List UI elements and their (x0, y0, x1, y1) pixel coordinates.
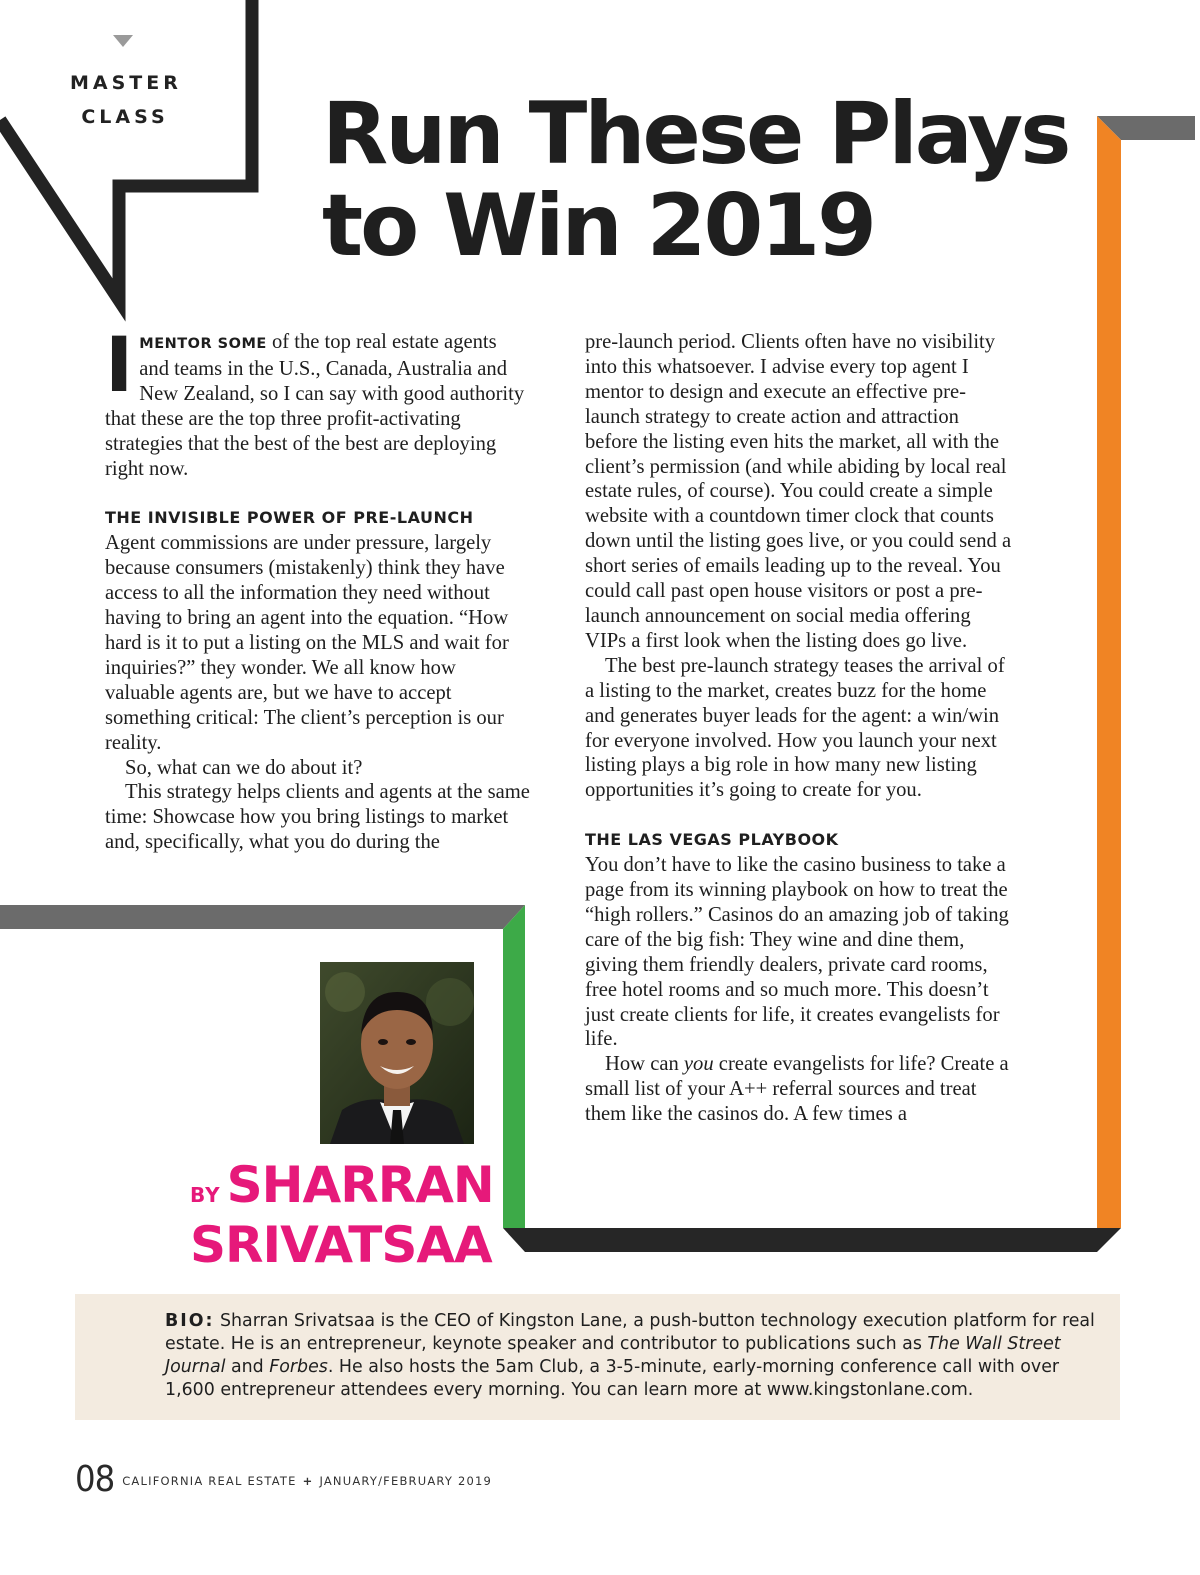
footer-separator: + (302, 1474, 314, 1488)
section-kicker (70, 66, 180, 134)
title-line-1: Run These Plays (322, 84, 1069, 184)
bio-text-run: and (225, 1357, 270, 1377)
bio-text-run: . He also hosts the 5am Club, a 3-5-minute, early-morning conference call with over 1,600 entrepreneur attendees every morning. You can learn more at www.kingstonlane.com. (165, 1357, 1060, 1400)
lead-in-caps: MENTOR SOME (139, 336, 267, 352)
right-orange-bar (1097, 116, 1121, 1228)
left-gray-bar (0, 905, 525, 929)
article-title (322, 84, 1082, 276)
paragraph: This strategy helps clients and agents at the same time: Showcase how you bring listings to market and, specifically, what you do during the (105, 781, 530, 854)
text-run: create evangelists for life? Create a small list of your A++ referral sources and treat them like the casinos do. A few times a (585, 1053, 1009, 1126)
page-number: 08 (75, 1459, 115, 1500)
bio-text-run: Sharran Srivatsaa is the CEO of Kingston Lane, a push-button technology execution platform for real estate. He is an entrepreneur, keynote speaker and contributor to publications such as (165, 1311, 1095, 1354)
bio-text (165, 1310, 1095, 1402)
section-heading-pre-launch: THE INVISIBLE POWER OF PRE-LAUNCH (105, 508, 474, 528)
author-first-name-line (190, 1156, 494, 1220)
paragraph: pre-launch period. Clients often have no visibility into this whatsoever. I advise every top agent I mentor to design and execute an effective pre-launch strategy to create action and attraction before the listing even hits the market, all with the client’s permission (and while abiding by local real estate rules, of course). You could create a simple website with a countdown timer clock that counts down until the listing goes live, or you could send a short series of emails leading up to the reveal. You could call past open house visitors or post a pre-launch announcement on social media offering VIPs a first look when the listing does go live. (585, 331, 1012, 652)
paragraph (585, 1052, 1015, 1127)
author-byline (190, 1156, 494, 1274)
author-photo (320, 962, 474, 1144)
triangle-down-icon (113, 35, 133, 47)
author-last-name: SRIVATSAA (190, 1216, 492, 1274)
page-footer (75, 1460, 492, 1500)
kicker-line-2: CLASS (81, 106, 169, 128)
section-heading-las-vegas: THE LAS VEGAS PLAYBOOK (585, 830, 839, 850)
bio-label: BIO: (165, 1311, 215, 1331)
paragraph: Agent commissions are under pressure, largely because consumers (mistakenly) think they have access to all the information they need without having to bring an agent into the equation. “How hard is it to put a listing on the MLS and wait for inquiries?” they wonder. We all know how valuable agents are, but we have to accept something critical: The client’s perception is our reality. (105, 532, 509, 754)
by-label: BY (190, 1183, 221, 1207)
article-column-1 (105, 320, 530, 855)
speech-bubble-outline (0, 0, 252, 300)
publication-name: Forbes (269, 1357, 328, 1377)
paragraph: You don’t have to like the casino business to take a page from its winning playbook on how to treat the “high rollers.” Casinos do an amazing job of taking care of the big fish: They wine and dine them, giving them friendly dealers, private card rooms, free hotel rooms and so much more. This doesn’t just create clients for life, it creates evangelists for life. (585, 854, 1009, 1051)
paragraph: The best pre-launch strategy teases the arrival of a listing to the market, creates buzz for the home and generates buyer leads for the agent: a win/win for everyone involved. How you launch your next listing plays a big role in how many new listing opportunities it’s going to create for you. (585, 654, 1005, 802)
green-bar (503, 905, 525, 1228)
kicker-line-1: MASTER (70, 72, 182, 94)
text-run: How can (605, 1053, 684, 1076)
drop-cap: I (105, 320, 134, 409)
title-line-2: to Win 2019 (322, 176, 874, 276)
bottom-dark-bar (503, 1228, 1121, 1252)
intro-paragraph (105, 320, 530, 481)
publication-name: The Wall Street Journal (165, 1334, 1061, 1377)
issue-date: JANUARY/FEBRUARY 2019 (319, 1474, 493, 1488)
intro-text: of the top real estate agents and teams in the U.S., Canada, Australia and New Zealand, so I can say with good authority that these are the top three profit-activating strategies that the best of the best are deploying right now. (105, 331, 525, 480)
paragraph: So, what can we do about it? (125, 756, 363, 779)
author-first-name: SHARRAN (226, 1156, 494, 1214)
emphasis: you (683, 1053, 714, 1076)
publication-title: CALIFORNIA REAL ESTATE (122, 1474, 297, 1488)
article-column-2 (585, 330, 1015, 1127)
